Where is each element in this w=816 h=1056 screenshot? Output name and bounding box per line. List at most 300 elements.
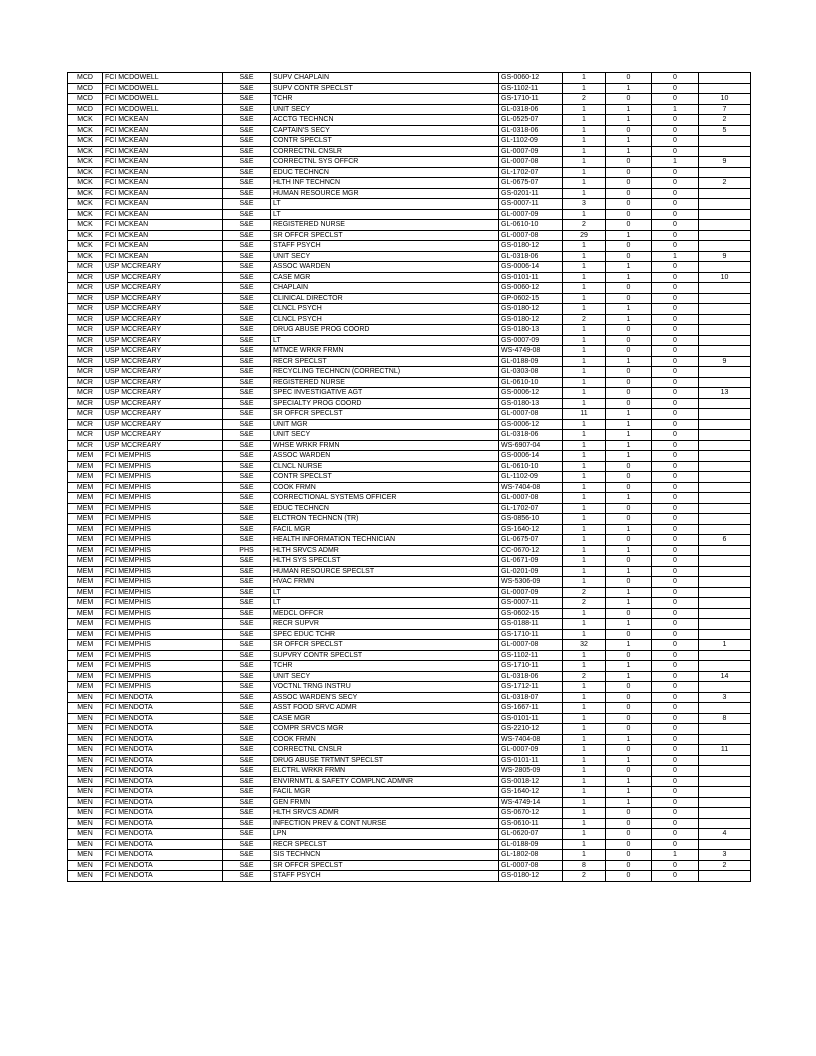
grade-cell: WS-7404-08 bbox=[499, 482, 563, 493]
fund-type-cell: S&E bbox=[223, 724, 271, 735]
count-c-cell: 0 bbox=[652, 440, 699, 451]
fund-type-cell: S&E bbox=[223, 850, 271, 861]
facility-name-cell: FCI MCKEAN bbox=[103, 146, 223, 157]
count-b-cell: 1 bbox=[606, 146, 652, 157]
count-d-cell bbox=[699, 398, 751, 409]
table-row bbox=[68, 524, 751, 535]
site-code-cell: MEM bbox=[68, 661, 103, 672]
facility-name-cell: FCI MEMPHIS bbox=[103, 640, 223, 651]
grade-cell: GS-0060-12 bbox=[499, 73, 563, 84]
count-c-cell: 0 bbox=[652, 566, 699, 577]
site-code-cell: MCR bbox=[68, 272, 103, 283]
table-row bbox=[68, 230, 751, 241]
site-code-cell: MEM bbox=[68, 482, 103, 493]
site-code-cell: MCK bbox=[68, 125, 103, 136]
count-a-cell: 1 bbox=[563, 682, 606, 693]
table-row bbox=[68, 619, 751, 630]
count-a-cell: 1 bbox=[563, 734, 606, 745]
position-title-cell: DRUG ABUSE PROG COORD bbox=[271, 325, 499, 336]
count-d-cell bbox=[699, 514, 751, 525]
count-a-cell: 1 bbox=[563, 398, 606, 409]
fund-type-cell: S&E bbox=[223, 871, 271, 882]
table-row bbox=[68, 419, 751, 430]
fund-type-cell: S&E bbox=[223, 104, 271, 115]
grade-cell: GL-1702-07 bbox=[499, 503, 563, 514]
table-row bbox=[68, 566, 751, 577]
count-b-cell: 0 bbox=[606, 850, 652, 861]
count-c-cell: 0 bbox=[652, 314, 699, 325]
position-title-cell: ASST FOOD SRVC ADMR bbox=[271, 703, 499, 714]
grade-cell: GL-0007-08 bbox=[499, 409, 563, 420]
position-title-cell: LT bbox=[271, 209, 499, 220]
site-code-cell: MCD bbox=[68, 73, 103, 84]
fund-type-cell: S&E bbox=[223, 734, 271, 745]
count-d-cell bbox=[699, 608, 751, 619]
count-c-cell: 0 bbox=[652, 293, 699, 304]
grade-cell: GS-0180-12 bbox=[499, 304, 563, 315]
count-c-cell: 0 bbox=[652, 577, 699, 588]
count-d-cell bbox=[699, 598, 751, 609]
grade-cell: GL-0675-07 bbox=[499, 535, 563, 546]
grade-cell: GS-0610-11 bbox=[499, 818, 563, 829]
site-code-cell: MEN bbox=[68, 692, 103, 703]
facility-name-cell: USP MCCREARY bbox=[103, 314, 223, 325]
fund-type-cell: S&E bbox=[223, 199, 271, 210]
facility-name-cell: FCI MCKEAN bbox=[103, 167, 223, 178]
fund-type-cell: S&E bbox=[223, 503, 271, 514]
count-b-cell: 1 bbox=[606, 587, 652, 598]
table-row bbox=[68, 682, 751, 693]
facility-name-cell: USP MCCREARY bbox=[103, 419, 223, 430]
position-title-cell: CLNCL NURSE bbox=[271, 461, 499, 472]
fund-type-cell: S&E bbox=[223, 661, 271, 672]
count-b-cell: 1 bbox=[606, 104, 652, 115]
count-c-cell: 0 bbox=[652, 829, 699, 840]
count-b-cell: 0 bbox=[606, 377, 652, 388]
count-b-cell: 0 bbox=[606, 535, 652, 546]
count-c-cell: 0 bbox=[652, 640, 699, 651]
count-c-cell: 0 bbox=[652, 125, 699, 136]
fund-type-cell: S&E bbox=[223, 388, 271, 399]
table-row bbox=[68, 188, 751, 199]
count-c-cell: 0 bbox=[652, 220, 699, 231]
site-code-cell: MCR bbox=[68, 346, 103, 357]
facility-name-cell: FCI MENDOTA bbox=[103, 797, 223, 808]
vacancy-table bbox=[67, 72, 751, 882]
facility-name-cell: FCI MCKEAN bbox=[103, 251, 223, 262]
count-a-cell: 11 bbox=[563, 409, 606, 420]
facility-name-cell: FCI MCKEAN bbox=[103, 136, 223, 147]
fund-type-cell: S&E bbox=[223, 619, 271, 630]
position-title-cell: ACCTG TECHNCN bbox=[271, 115, 499, 126]
grade-cell: GS-0006-12 bbox=[499, 388, 563, 399]
count-a-cell: 1 bbox=[563, 703, 606, 714]
facility-name-cell: FCI MCDOWELL bbox=[103, 94, 223, 105]
count-d-cell bbox=[699, 682, 751, 693]
count-c-cell: 0 bbox=[652, 199, 699, 210]
facility-name-cell: FCI MENDOTA bbox=[103, 745, 223, 756]
count-a-cell: 1 bbox=[563, 829, 606, 840]
count-d-cell bbox=[699, 335, 751, 346]
facility-name-cell: FCI MCKEAN bbox=[103, 188, 223, 199]
count-a-cell: 1 bbox=[563, 188, 606, 199]
grade-cell: GS-0180-12 bbox=[499, 871, 563, 882]
fund-type-cell: S&E bbox=[223, 839, 271, 850]
count-c-cell: 0 bbox=[652, 860, 699, 871]
grade-cell: GL-0318-06 bbox=[499, 251, 563, 262]
count-a-cell: 1 bbox=[563, 713, 606, 724]
fund-type-cell: S&E bbox=[223, 787, 271, 798]
count-b-cell: 0 bbox=[606, 178, 652, 189]
position-title-cell: WHSE WRKR FRMN bbox=[271, 440, 499, 451]
count-a-cell: 1 bbox=[563, 272, 606, 283]
count-b-cell: 0 bbox=[606, 94, 652, 105]
count-c-cell: 0 bbox=[652, 430, 699, 441]
count-a-cell: 1 bbox=[563, 787, 606, 798]
position-title-cell: HEALTH INFORMATION TECHNICIAN bbox=[271, 535, 499, 546]
count-d-cell bbox=[699, 724, 751, 735]
position-title-cell: CORRECTNL CNSLR bbox=[271, 146, 499, 157]
position-title-cell: HLTH SRVCS ADMR bbox=[271, 545, 499, 556]
grade-cell: GL-0007-08 bbox=[499, 230, 563, 241]
facility-name-cell: FCI MEMPHIS bbox=[103, 472, 223, 483]
count-d-cell bbox=[699, 619, 751, 630]
count-a-cell: 1 bbox=[563, 797, 606, 808]
table-row bbox=[68, 430, 751, 441]
site-code-cell: MEM bbox=[68, 566, 103, 577]
facility-name-cell: USP MCCREARY bbox=[103, 262, 223, 273]
count-a-cell: 1 bbox=[563, 335, 606, 346]
count-b-cell: 1 bbox=[606, 671, 652, 682]
count-c-cell: 0 bbox=[652, 682, 699, 693]
facility-name-cell: USP MCCREARY bbox=[103, 293, 223, 304]
count-b-cell: 0 bbox=[606, 692, 652, 703]
site-code-cell: MEN bbox=[68, 724, 103, 735]
table-row bbox=[68, 335, 751, 346]
count-d-cell bbox=[699, 871, 751, 882]
count-a-cell: 1 bbox=[563, 818, 606, 829]
fund-type-cell: S&E bbox=[223, 157, 271, 168]
grade-cell: GS-0188-11 bbox=[499, 619, 563, 630]
grade-cell: GS-0180-13 bbox=[499, 325, 563, 336]
grade-cell: WS-4749-14 bbox=[499, 797, 563, 808]
position-title-cell: UNIT SECY bbox=[271, 671, 499, 682]
grade-cell: GS-1710-11 bbox=[499, 629, 563, 640]
site-code-cell: MEN bbox=[68, 829, 103, 840]
grade-cell: GS-1640-12 bbox=[499, 787, 563, 798]
facility-name-cell: FCI MCKEAN bbox=[103, 115, 223, 126]
position-title-cell: COOK FRMN bbox=[271, 482, 499, 493]
count-d-cell: 8 bbox=[699, 713, 751, 724]
count-b-cell: 1 bbox=[606, 787, 652, 798]
site-code-cell: MCR bbox=[68, 304, 103, 315]
facility-name-cell: FCI MEMPHIS bbox=[103, 524, 223, 535]
site-code-cell: MCD bbox=[68, 104, 103, 115]
site-code-cell: MEM bbox=[68, 608, 103, 619]
site-code-cell: MCK bbox=[68, 178, 103, 189]
count-a-cell: 1 bbox=[563, 178, 606, 189]
facility-name-cell: FCI MEMPHIS bbox=[103, 608, 223, 619]
position-title-cell: TCHR bbox=[271, 94, 499, 105]
table-row bbox=[68, 671, 751, 682]
count-b-cell: 0 bbox=[606, 556, 652, 567]
count-d-cell: 2 bbox=[699, 178, 751, 189]
table-row bbox=[68, 514, 751, 525]
count-d-cell bbox=[699, 83, 751, 94]
site-code-cell: MEM bbox=[68, 493, 103, 504]
count-d-cell bbox=[699, 650, 751, 661]
count-a-cell: 1 bbox=[563, 325, 606, 336]
facility-name-cell: FCI MENDOTA bbox=[103, 808, 223, 819]
fund-type-cell: S&E bbox=[223, 83, 271, 94]
count-a-cell: 1 bbox=[563, 482, 606, 493]
fund-type-cell: S&E bbox=[223, 209, 271, 220]
table-row bbox=[68, 136, 751, 147]
count-c-cell: 0 bbox=[652, 241, 699, 252]
count-d-cell bbox=[699, 220, 751, 231]
count-c-cell: 0 bbox=[652, 503, 699, 514]
facility-name-cell: FCI MENDOTA bbox=[103, 839, 223, 850]
position-title-cell: ELCTRL WRKR FRMN bbox=[271, 766, 499, 777]
table-row bbox=[68, 503, 751, 514]
count-c-cell: 0 bbox=[652, 755, 699, 766]
count-c-cell: 0 bbox=[652, 115, 699, 126]
count-d-cell bbox=[699, 472, 751, 483]
site-code-cell: MEN bbox=[68, 755, 103, 766]
count-d-cell bbox=[699, 262, 751, 273]
grade-cell: GS-0670-12 bbox=[499, 808, 563, 819]
count-d-cell bbox=[699, 199, 751, 210]
fund-type-cell: S&E bbox=[223, 356, 271, 367]
count-d-cell: 2 bbox=[699, 860, 751, 871]
count-b-cell: 0 bbox=[606, 808, 652, 819]
grade-cell: GL-0318-06 bbox=[499, 125, 563, 136]
count-d-cell: 9 bbox=[699, 157, 751, 168]
count-a-cell: 1 bbox=[563, 83, 606, 94]
count-b-cell: 1 bbox=[606, 776, 652, 787]
count-b-cell: 1 bbox=[606, 230, 652, 241]
facility-name-cell: FCI MCKEAN bbox=[103, 157, 223, 168]
count-a-cell: 8 bbox=[563, 860, 606, 871]
fund-type-cell: S&E bbox=[223, 314, 271, 325]
site-code-cell: MEN bbox=[68, 734, 103, 745]
count-d-cell bbox=[699, 503, 751, 514]
count-c-cell: 0 bbox=[652, 734, 699, 745]
count-b-cell: 1 bbox=[606, 136, 652, 147]
facility-name-cell: FCI MEMPHIS bbox=[103, 556, 223, 567]
table-row bbox=[68, 398, 751, 409]
count-c-cell: 0 bbox=[652, 535, 699, 546]
grade-cell: GL-0007-09 bbox=[499, 587, 563, 598]
count-d-cell bbox=[699, 377, 751, 388]
grade-cell: CC-0670-12 bbox=[499, 545, 563, 556]
facility-name-cell: USP MCCREARY bbox=[103, 283, 223, 294]
count-c-cell: 0 bbox=[652, 556, 699, 567]
count-a-cell: 1 bbox=[563, 629, 606, 640]
position-title-cell: GEN FRMN bbox=[271, 797, 499, 808]
position-title-cell: HLTH SRVCS ADMR bbox=[271, 808, 499, 819]
table-row bbox=[68, 157, 751, 168]
count-a-cell: 1 bbox=[563, 577, 606, 588]
site-code-cell: MCR bbox=[68, 262, 103, 273]
count-b-cell: 0 bbox=[606, 503, 652, 514]
count-b-cell: 1 bbox=[606, 356, 652, 367]
grade-cell: GL-0610-10 bbox=[499, 220, 563, 231]
position-title-cell: RECR SUPVR bbox=[271, 619, 499, 630]
facility-name-cell: FCI MENDOTA bbox=[103, 703, 223, 714]
table-row bbox=[68, 83, 751, 94]
facility-name-cell: USP MCCREARY bbox=[103, 430, 223, 441]
facility-name-cell: USP MCCREARY bbox=[103, 377, 223, 388]
count-a-cell: 1 bbox=[563, 283, 606, 294]
facility-name-cell: USP MCCREARY bbox=[103, 398, 223, 409]
position-title-cell: UNIT SECY bbox=[271, 251, 499, 262]
fund-type-cell: S&E bbox=[223, 188, 271, 199]
count-a-cell: 1 bbox=[563, 451, 606, 462]
site-code-cell: MCR bbox=[68, 283, 103, 294]
position-title-cell: ASSOC WARDEN'S SECY bbox=[271, 692, 499, 703]
grade-cell: GS-1667-11 bbox=[499, 703, 563, 714]
count-b-cell: 1 bbox=[606, 755, 652, 766]
count-b-cell: 1 bbox=[606, 640, 652, 651]
site-code-cell: MCR bbox=[68, 440, 103, 451]
site-code-cell: MCD bbox=[68, 94, 103, 105]
count-d-cell bbox=[699, 797, 751, 808]
grade-cell: WS-7404-08 bbox=[499, 734, 563, 745]
count-c-cell: 0 bbox=[652, 304, 699, 315]
count-b-cell: 0 bbox=[606, 325, 652, 336]
fund-type-cell: S&E bbox=[223, 146, 271, 157]
site-code-cell: MCK bbox=[68, 199, 103, 210]
count-b-cell: 0 bbox=[606, 293, 652, 304]
grade-cell: GS-0060-12 bbox=[499, 283, 563, 294]
count-a-cell: 1 bbox=[563, 661, 606, 672]
table-row bbox=[68, 472, 751, 483]
grade-cell: GL-0188-09 bbox=[499, 839, 563, 850]
count-a-cell: 1 bbox=[563, 157, 606, 168]
count-d-cell bbox=[699, 734, 751, 745]
facility-name-cell: FCI MCKEAN bbox=[103, 230, 223, 241]
facility-name-cell: USP MCCREARY bbox=[103, 272, 223, 283]
count-c-cell: 1 bbox=[652, 157, 699, 168]
position-title-cell: REGISTERED NURSE bbox=[271, 377, 499, 388]
facility-name-cell: FCI MEMPHIS bbox=[103, 514, 223, 525]
facility-name-cell: FCI MEMPHIS bbox=[103, 451, 223, 462]
count-c-cell: 0 bbox=[652, 745, 699, 756]
count-c-cell: 0 bbox=[652, 73, 699, 84]
count-b-cell: 0 bbox=[606, 829, 652, 840]
table-row bbox=[68, 661, 751, 672]
site-code-cell: MEM bbox=[68, 503, 103, 514]
count-b-cell: 0 bbox=[606, 167, 652, 178]
table-row bbox=[68, 587, 751, 598]
count-a-cell: 1 bbox=[563, 367, 606, 378]
facility-name-cell: FCI MEMPHIS bbox=[103, 577, 223, 588]
count-c-cell: 0 bbox=[652, 335, 699, 346]
count-d-cell bbox=[699, 209, 751, 220]
facility-name-cell: FCI MEMPHIS bbox=[103, 650, 223, 661]
count-d-cell bbox=[699, 367, 751, 378]
count-a-cell: 1 bbox=[563, 430, 606, 441]
grade-cell: GL-0610-10 bbox=[499, 461, 563, 472]
fund-type-cell: S&E bbox=[223, 451, 271, 462]
count-c-cell: 0 bbox=[652, 83, 699, 94]
count-c-cell: 0 bbox=[652, 703, 699, 714]
site-code-cell: MCR bbox=[68, 409, 103, 420]
fund-type-cell: S&E bbox=[223, 283, 271, 294]
facility-name-cell: FCI MCKEAN bbox=[103, 125, 223, 136]
count-c-cell: 0 bbox=[652, 766, 699, 777]
count-c-cell: 0 bbox=[652, 650, 699, 661]
grade-cell: GS-1102-11 bbox=[499, 83, 563, 94]
count-d-cell bbox=[699, 409, 751, 420]
grade-cell: GS-0602-15 bbox=[499, 608, 563, 619]
site-code-cell: MCK bbox=[68, 230, 103, 241]
site-code-cell: MEM bbox=[68, 619, 103, 630]
fund-type-cell: S&E bbox=[223, 776, 271, 787]
grade-cell: GS-1710-11 bbox=[499, 661, 563, 672]
table-row bbox=[68, 797, 751, 808]
count-c-cell: 0 bbox=[652, 409, 699, 420]
position-title-cell: REGISTERED NURSE bbox=[271, 220, 499, 231]
fund-type-cell: S&E bbox=[223, 94, 271, 105]
site-code-cell: MCK bbox=[68, 157, 103, 168]
grade-cell: GS-0007-11 bbox=[499, 598, 563, 609]
facility-name-cell: FCI MEMPHIS bbox=[103, 661, 223, 672]
count-d-cell bbox=[699, 440, 751, 451]
position-title-cell: ENVIRNMTL & SAFETY COMPLNC ADMNR bbox=[271, 776, 499, 787]
site-code-cell: MEN bbox=[68, 703, 103, 714]
facility-name-cell: FCI MENDOTA bbox=[103, 818, 223, 829]
position-title-cell: MTNCE WRKR FRMN bbox=[271, 346, 499, 357]
count-a-cell: 1 bbox=[563, 146, 606, 157]
fund-type-cell: S&E bbox=[223, 535, 271, 546]
site-code-cell: MEN bbox=[68, 818, 103, 829]
count-d-cell bbox=[699, 661, 751, 672]
count-d-cell bbox=[699, 577, 751, 588]
table-row bbox=[68, 178, 751, 189]
count-c-cell: 0 bbox=[652, 661, 699, 672]
table-row bbox=[68, 146, 751, 157]
facility-name-cell: FCI MEMPHIS bbox=[103, 545, 223, 556]
count-c-cell: 0 bbox=[652, 346, 699, 357]
count-a-cell: 1 bbox=[563, 545, 606, 556]
count-b-cell: 1 bbox=[606, 430, 652, 441]
count-d-cell bbox=[699, 419, 751, 430]
grade-cell: GS-1102-11 bbox=[499, 650, 563, 661]
fund-type-cell: S&E bbox=[223, 409, 271, 420]
fund-type-cell: S&E bbox=[223, 461, 271, 472]
grade-cell: GL-0303-08 bbox=[499, 367, 563, 378]
count-c-cell: 0 bbox=[652, 230, 699, 241]
position-title-cell: RECYCLING TECHNCN (CORRECTNL) bbox=[271, 367, 499, 378]
count-a-cell: 1 bbox=[563, 692, 606, 703]
count-c-cell: 0 bbox=[652, 451, 699, 462]
count-b-cell: 1 bbox=[606, 797, 652, 808]
table-row bbox=[68, 304, 751, 315]
position-title-cell: SUPV CONTR SPECLST bbox=[271, 83, 499, 94]
count-a-cell: 1 bbox=[563, 755, 606, 766]
count-a-cell: 1 bbox=[563, 241, 606, 252]
fund-type-cell: S&E bbox=[223, 860, 271, 871]
count-d-cell: 4 bbox=[699, 829, 751, 840]
table-row bbox=[68, 440, 751, 451]
count-a-cell: 1 bbox=[563, 776, 606, 787]
site-code-cell: MEM bbox=[68, 577, 103, 588]
count-b-cell: 0 bbox=[606, 283, 652, 294]
count-d-cell: 9 bbox=[699, 251, 751, 262]
fund-type-cell: S&E bbox=[223, 241, 271, 252]
